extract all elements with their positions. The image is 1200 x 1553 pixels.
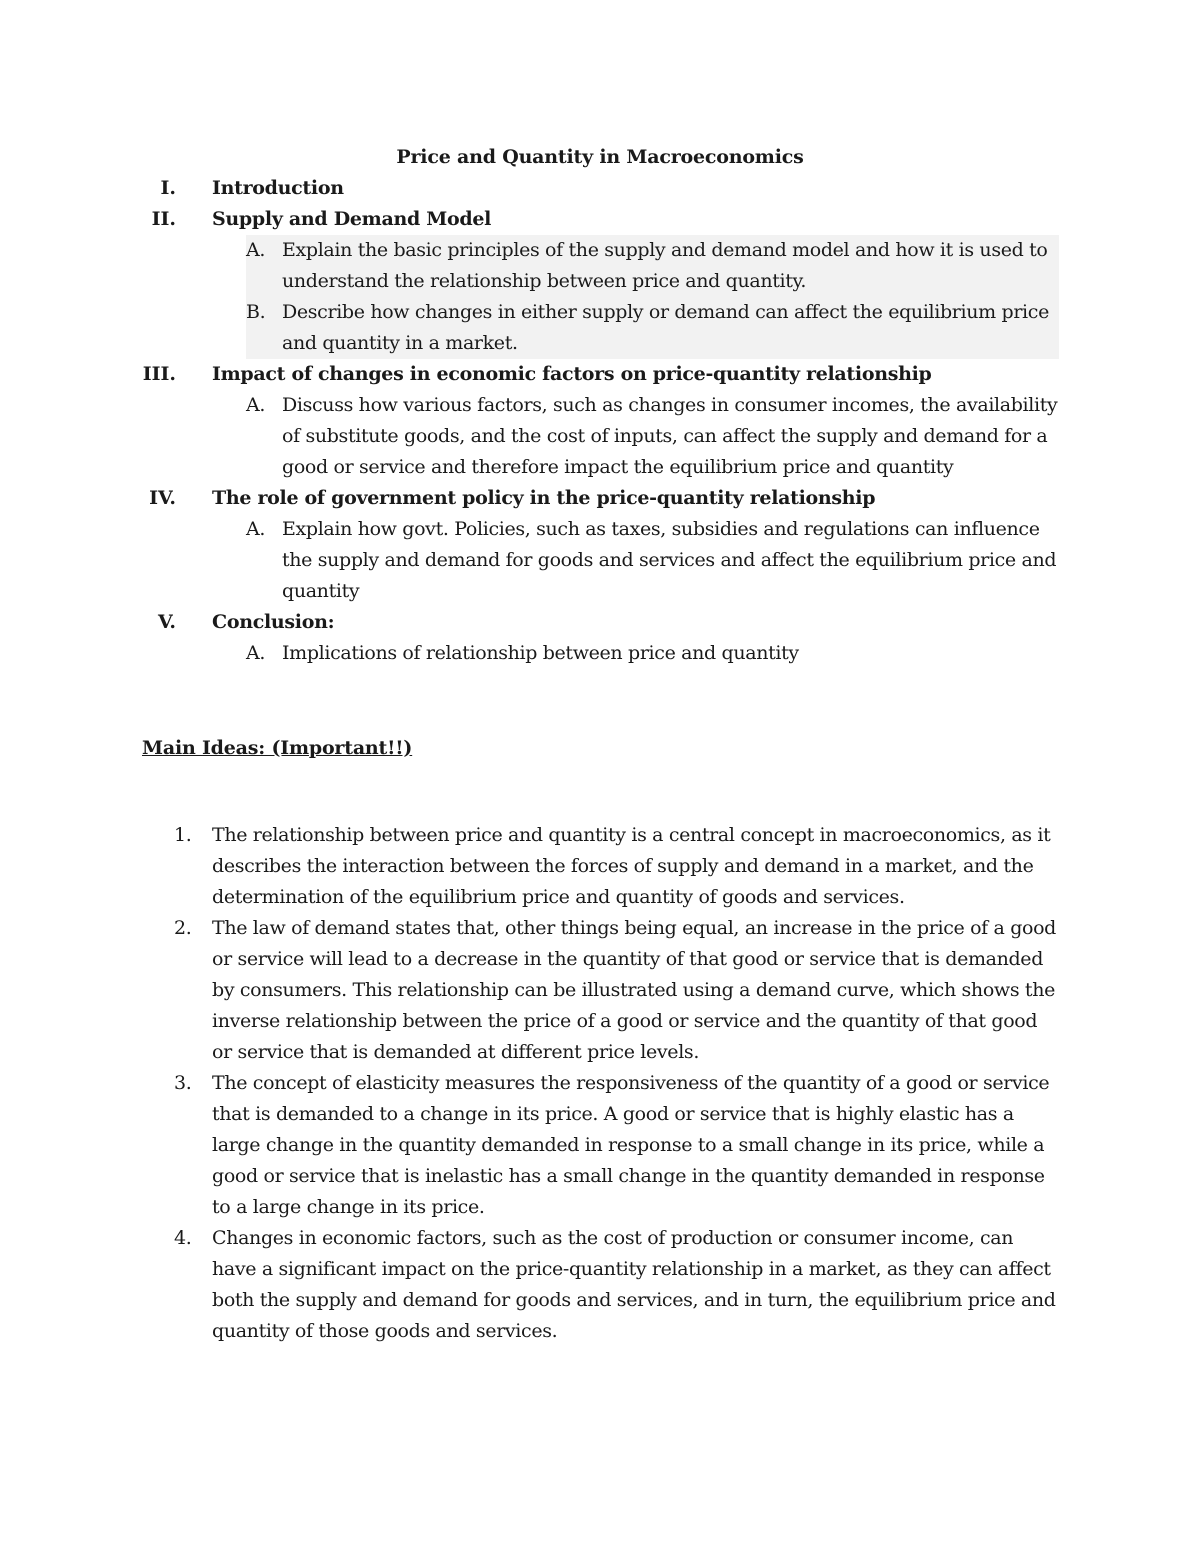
outline-subitem (246, 514, 1062, 607)
section-heading: Conclusion: (212, 611, 335, 633)
main-ideas-heading: Main Ideas: (Important!!) (142, 737, 413, 759)
outline-subitem (246, 638, 1062, 669)
item-text: Changes in economic factors, such as the cost of production or consumer income, can have a significant impact on the price-quantity relationship in a market, as they can affect both the supply and demand for goods and services, and in turn, the equilibrium price and quantity of those goods and services. (212, 1227, 1056, 1342)
highlighted-block (246, 235, 1059, 359)
section-heading: Introduction (212, 177, 344, 199)
item-text: The concept of elasticity measures the responsiveness of the quantity of a good or service that is demanded to a change in its price. A good or service that is highly elastic has a large change in the quantity demanded in response to a small change in its price, while a good or service that is inelastic has a small change in the quantity demanded in response to a large change in its price. (212, 1072, 1050, 1218)
subitem-letter: A. (246, 642, 266, 664)
section-numeral: V. (157, 611, 176, 633)
section-heading: Impact of changes in economic factors on price-quantity relationship (212, 363, 932, 385)
subitem-text: Explain the basic principles of the supply and demand model and how it is used to understand the relationship between price and quantity. (282, 239, 1048, 292)
subitem-letter: B. (246, 301, 266, 323)
list-item (174, 820, 1062, 913)
outline-section-2 (0, 204, 1200, 235)
subitem-text: Implications of relationship between price and quantity (282, 642, 799, 664)
subitem-text: Explain how govt. Policies, such as taxes, subsidies and regulations can influence the supply and demand for goods and services and affect the equilibrium price and quantity (282, 518, 1057, 602)
outline-section-3 (0, 359, 1200, 390)
item-number: 1. (174, 824, 192, 846)
item-number: 2. (174, 917, 192, 939)
list-item (174, 913, 1062, 1068)
section-numeral: I. (160, 177, 176, 199)
item-text: The law of demand states that, other things being equal, an increase in the price of a good or service will lead to a decrease in the quantity of that good or service that is demanded by consumers. This relationship can be illustrated using a demand curve, which shows the inverse relationship between the price of a good or service and the quantity of that good or service that is demanded at different price levels. (212, 917, 1056, 1063)
outline-section-1 (0, 173, 1200, 204)
subitem-text: Discuss how various factors, such as changes in consumer incomes, the availability of substitute goods, and the cost of inputs, can affect the supply and demand for a good or service and therefore impact the equilibrium price and quantity (282, 394, 1058, 478)
outline (0, 173, 1200, 669)
subitem-letter: A. (246, 394, 266, 416)
list-item (174, 1068, 1062, 1223)
section-numeral: III. (142, 363, 176, 385)
list-item (174, 1223, 1062, 1347)
outline-section-4 (0, 483, 1200, 514)
item-number: 4. (174, 1227, 192, 1249)
outline-subitem (246, 390, 1062, 483)
outline-subitem (246, 235, 1062, 297)
outline-subitem (246, 297, 1062, 359)
item-text: The relationship between price and quantity is a central concept in macroeconomics, as it describes the interaction between the forces of supply and demand in a market, and the determination of the equilibrium price and quantity of goods and services. (212, 824, 1051, 908)
section-numeral: IV. (149, 487, 176, 509)
document-title: Price and Quantity in Macroeconomics (396, 146, 804, 168)
section-numeral: II. (151, 208, 176, 230)
section-heading: Supply and Demand Model (212, 208, 492, 230)
item-number: 3. (174, 1072, 192, 1094)
subitem-text: Describe how changes in either supply or demand can affect the equilibrium price and quantity in a market. (282, 301, 1049, 354)
subitem-letter: A. (246, 518, 266, 540)
outline-section-5 (0, 607, 1200, 638)
subitem-letter: A. (246, 239, 266, 261)
section-heading: The role of government policy in the price-quantity relationship (212, 487, 876, 509)
main-ideas-list (0, 820, 1200, 1347)
